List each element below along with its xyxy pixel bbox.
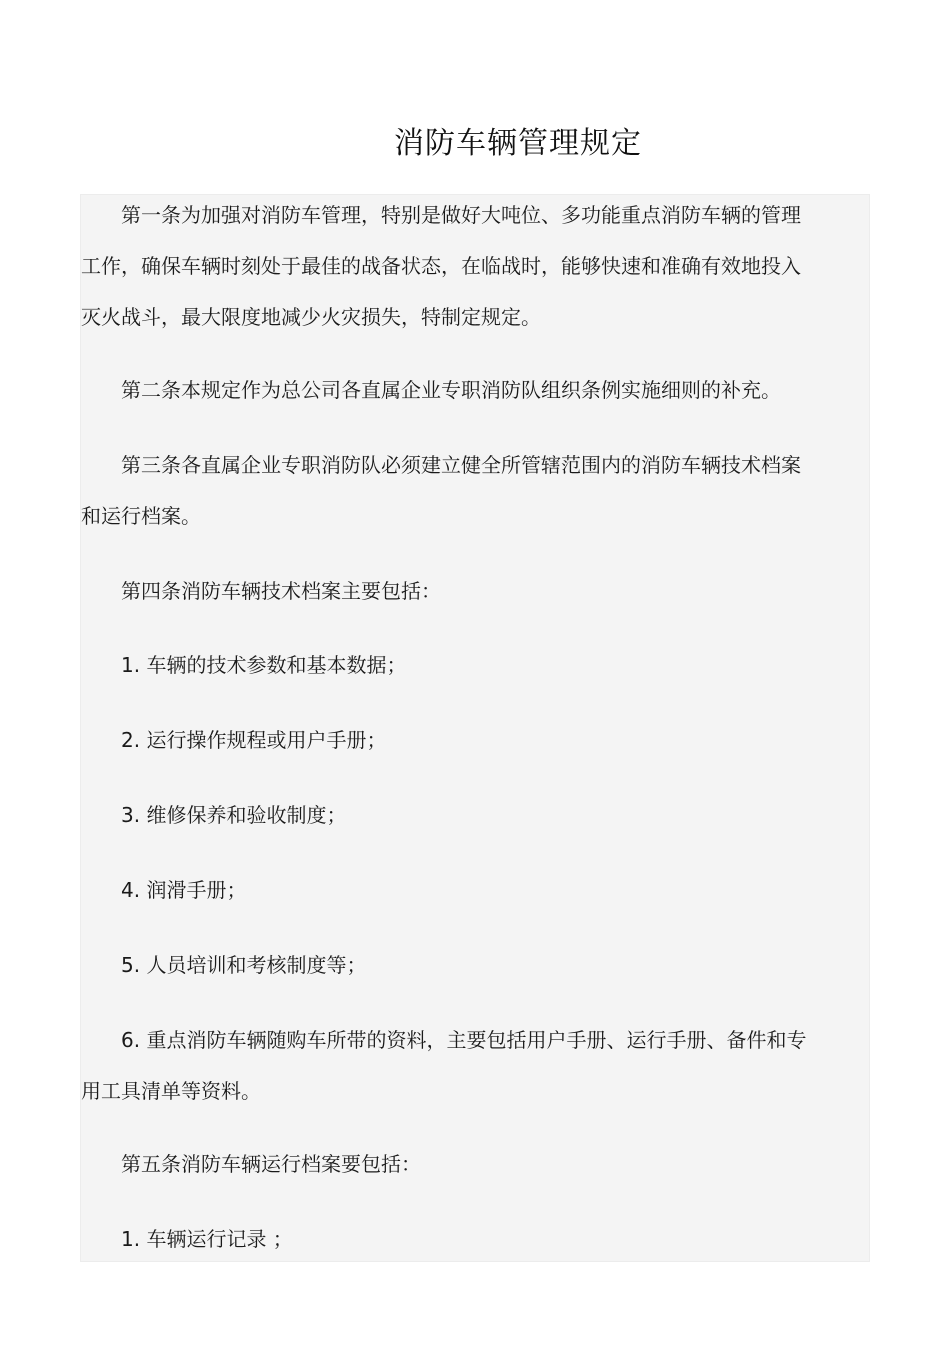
list-item-operation-rules: 2. 运行操作规程或用户手册； <box>121 728 387 752</box>
list-item-run-records: 1. 车辆运行记录 ； <box>121 1227 293 1251</box>
list-item-maintenance: 3. 维修保养和验收制度； <box>121 803 347 827</box>
document-title: 消防车辆管理规定 <box>394 126 642 161</box>
list-item-purchase-docs: 6. 重点消防车辆随购车所带的资料，主要包括用户手册、运行手册、备件和专用工具清单等资料。 <box>81 1028 807 1103</box>
paragraph-article-5: 第五条消防车辆运行档案要包括： <box>121 1152 421 1176</box>
paragraph-article-2: 第二条本规定作为总公司各直属企业专职消防队组织条例实施细则的补充。 <box>121 378 781 402</box>
list-item-lubrication: 4. 润滑手册； <box>121 878 247 902</box>
paragraph-article-3: 第三条各直属企业专职消防队必须建立健全所管辖范围内的消防车辆技术档案和运行档案。 <box>81 453 801 528</box>
list-item-tech-params: 1. 车辆的技术参数和基本数据； <box>121 653 407 677</box>
paragraph-article-1: 第一条为加强对消防车管理，特别是做好大吨位、多功能重点消防车辆的管理工作，确保车辆时刻处于最佳的战备状态，在临战时，能够快速和准确有效地投入灭火战斗，最大限度地减少火灾损失，特制定规定。 <box>81 203 801 329</box>
list-item-training: 5. 人员培训和考核制度等； <box>121 953 367 977</box>
paragraph-article-4: 第四条消防车辆技术档案主要包括： <box>121 579 441 603</box>
